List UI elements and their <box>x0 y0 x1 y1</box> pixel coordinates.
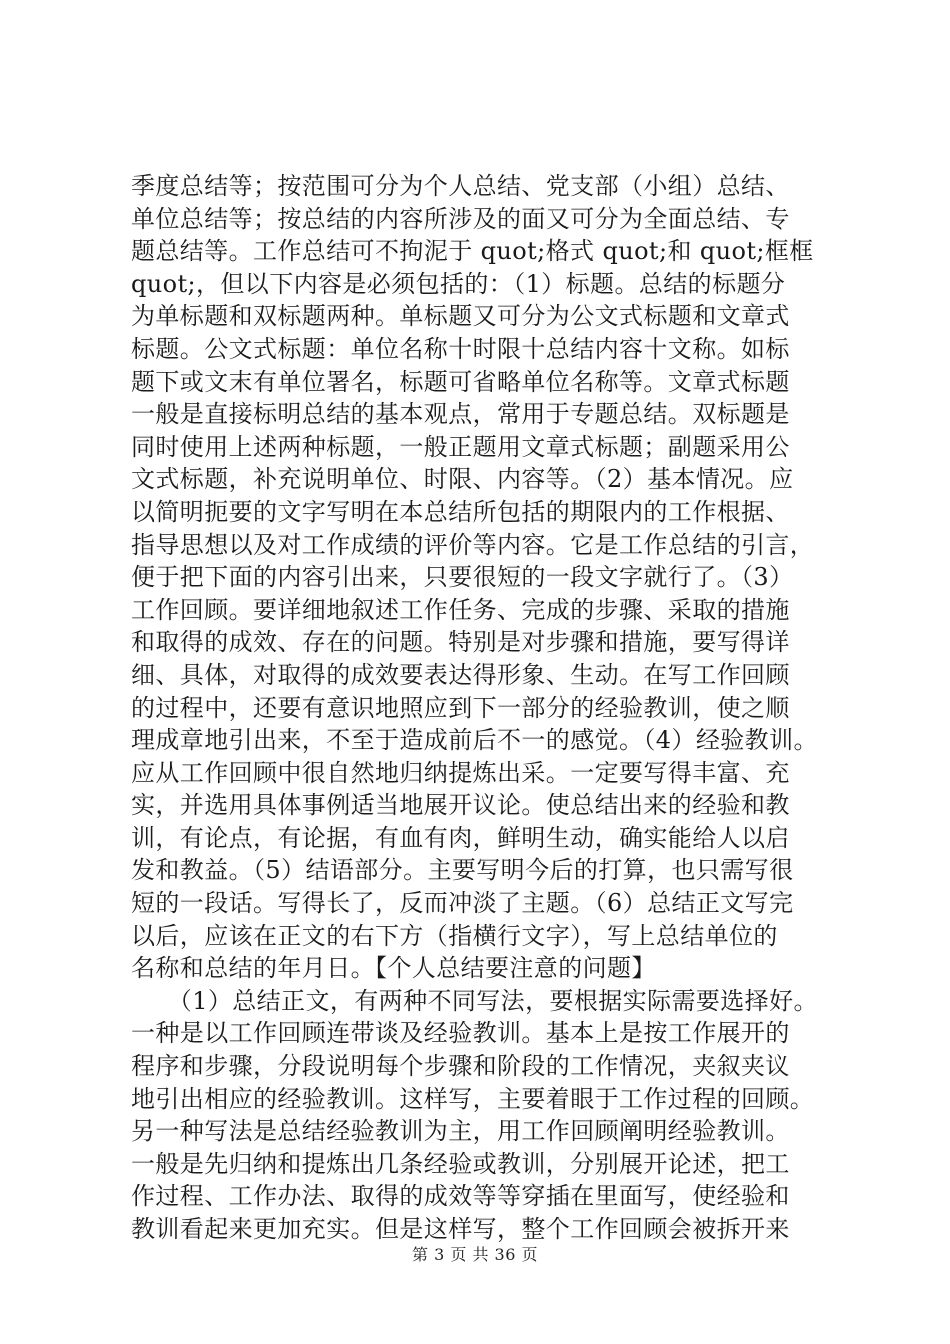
text-line: 短的一段话。写得长了，反而冲淡了主题。（6）总结正文写完 <box>131 889 794 918</box>
text-line: 名称和总结的年月日。【个人总结要注意的问题】 <box>131 954 656 983</box>
text-line: 发和教益。（5）结语部分。主要写明今后的打算，也只需写很 <box>131 856 794 885</box>
text-line: 实，并选用具体事例适当地展开议论。使总结出来的经验和教 <box>131 791 790 820</box>
text-line: （1）总结正文，有两种不同写法，要根据实际需要选择好。 <box>131 986 818 1015</box>
text-line: 细、具体，对取得的成效要表达得形象、生动。在写工作回顾 <box>131 660 790 689</box>
text-line: 文式标题，补充说明单位、时限、内容等。（2）基本情况。应 <box>131 465 794 494</box>
text-line: 作过程、工作办法、取得的成效等等穿插在里面写，使经验和 <box>131 1182 790 1211</box>
text-line: 题总结等。工作总结可不拘泥于 quot;格式 quot;和 quot;框框 <box>131 237 814 266</box>
text-line: quot;，但以下内容是必须包括的：（1）标题。总结的标题分 <box>131 269 786 298</box>
page-number-footer: 第 3 页 共 36 页 <box>412 1245 538 1264</box>
text-line: 标题。公文式标题：单位名称十时限十总结内容十文称。如标 <box>131 334 790 363</box>
body-text <box>131 170 831 1246</box>
text-line: 地引出相应的经验教训。这样写，主要着眼于工作过程的回顾。 <box>131 1084 815 1113</box>
text-line: 程序和步骤，分段说明每个步骤和阶段的工作情况，夹叙夹议 <box>131 1052 790 1081</box>
text-line: 便于把下面的内容引出来，只要很短的一段文字就行了。（3） <box>131 563 794 592</box>
text-line: 为单标题和双标题两种。单标题又可分为公文式标题和文章式 <box>131 302 790 331</box>
text-line: 和取得的成效、存在的问题。特别是对步骤和措施，要写得详 <box>131 628 790 657</box>
text-line: 一种是以工作回顾连带谈及经验教训。基本上是按工作展开的 <box>131 1019 790 1048</box>
text-line: 另一种写法是总结经验教训为主，用工作回顾阐明经验教训。 <box>131 1117 790 1146</box>
text-line: 以后，应该在正文的右下方（指横行文字），写上总结单位的 <box>131 921 778 950</box>
text-line: 同时使用上述两种标题，一般正题用文章式标题；副题采用公 <box>131 432 790 461</box>
text-line: 教训看起来更加充实。但是这样写，整个工作回顾会被拆开来 <box>131 1215 790 1243</box>
text-line: 指导思想以及对工作成绩的评价等内容。它是工作总结的引言， <box>131 530 815 559</box>
text-line: 一般是先归纳和提炼出几条经验或教训，分别展开论述，把工 <box>131 1149 790 1178</box>
text-line: 一般是直接标明总结的基本观点，常用于专题总结。双标题是 <box>131 400 790 429</box>
text-line: 单位总结等；按总结的内容所涉及的面又可分为全面总结、专 <box>131 204 790 233</box>
text-line: 的过程中，还要有意识地照应到下一部分的经验教训，使之顺 <box>131 693 790 722</box>
text-line: 训，有论点，有论据，有血有肉，鲜明生动，确实能给人以启 <box>131 823 790 852</box>
text-line: 以简明扼要的文字写明在本总结所包括的期限内的工作根据、 <box>131 497 790 526</box>
text-line: 题下或文末有单位署名，标题可省略单位名称等。文章式标题 <box>131 367 790 396</box>
text-line: 应从工作回顾中很自然地归纳提炼出采。一定要写得丰富、充 <box>131 758 790 787</box>
text-line: 理成章地引出来，不至于造成前后不一的感觉。（4）经验教训。 <box>131 726 818 755</box>
text-line: 工作回顾。要详细地叙述工作任务、完成的步骤、采取的措施 <box>131 595 790 624</box>
text-line: 季度总结等；按范围可分为个人总结、党支部（小组）总结、 <box>131 172 790 200</box>
